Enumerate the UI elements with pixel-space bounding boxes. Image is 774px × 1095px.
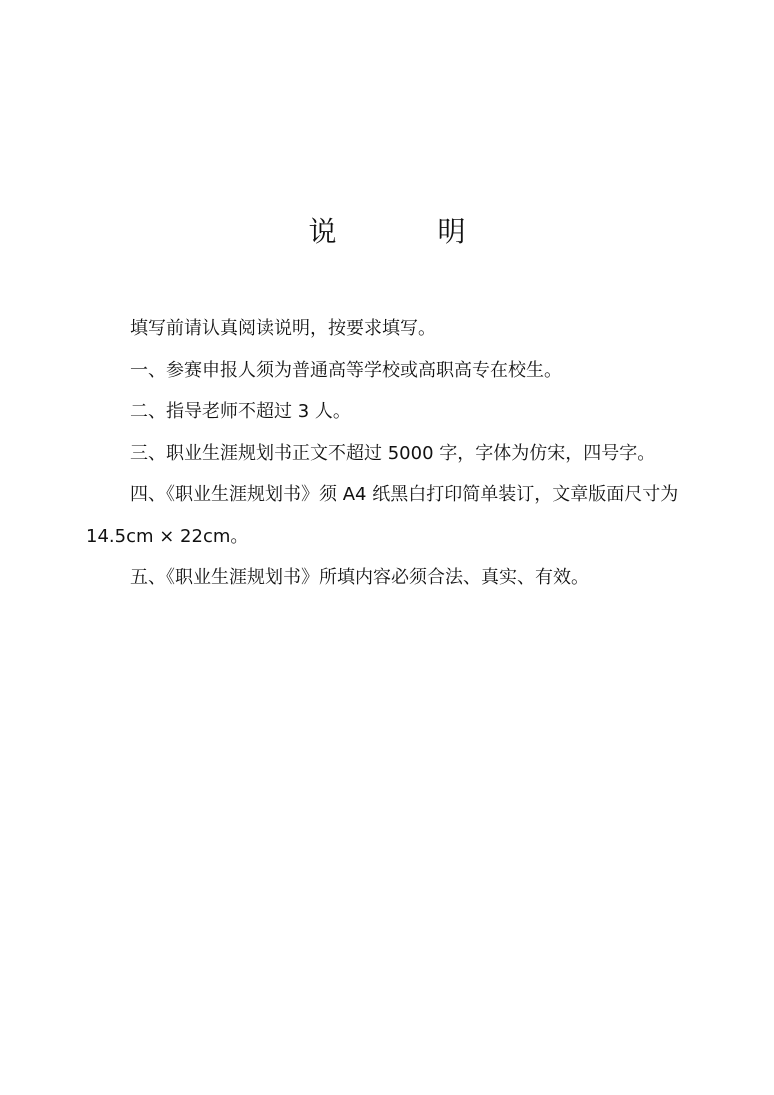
- rule-4-paragraph: 四、《职业生涯规划书》须 A4 纸黑白打印简单装订，文章版面尺寸为 14.5cm × 22cm。: [86, 484, 679, 547]
- page-title: 说 明: [308, 215, 512, 248]
- rule-2-paragraph: 二、指导老师不超过 3 人。: [130, 401, 351, 422]
- rule-1-paragraph: 一、参赛申报人须为普通高等学校或高职高专在校生。: [130, 359, 562, 381]
- instructions-body: [86, 308, 686, 599]
- intro-paragraph: 填写前请认真阅读说明，按要求填写。: [130, 318, 436, 339]
- rule-5-paragraph: 五、《职业生涯规划书》所填内容必须合法、真实、有效。: [130, 567, 589, 588]
- rule-3-paragraph: 三、职业生涯规划书正文不超过 5000 字，字体为仿宋，四号字。: [130, 442, 656, 464]
